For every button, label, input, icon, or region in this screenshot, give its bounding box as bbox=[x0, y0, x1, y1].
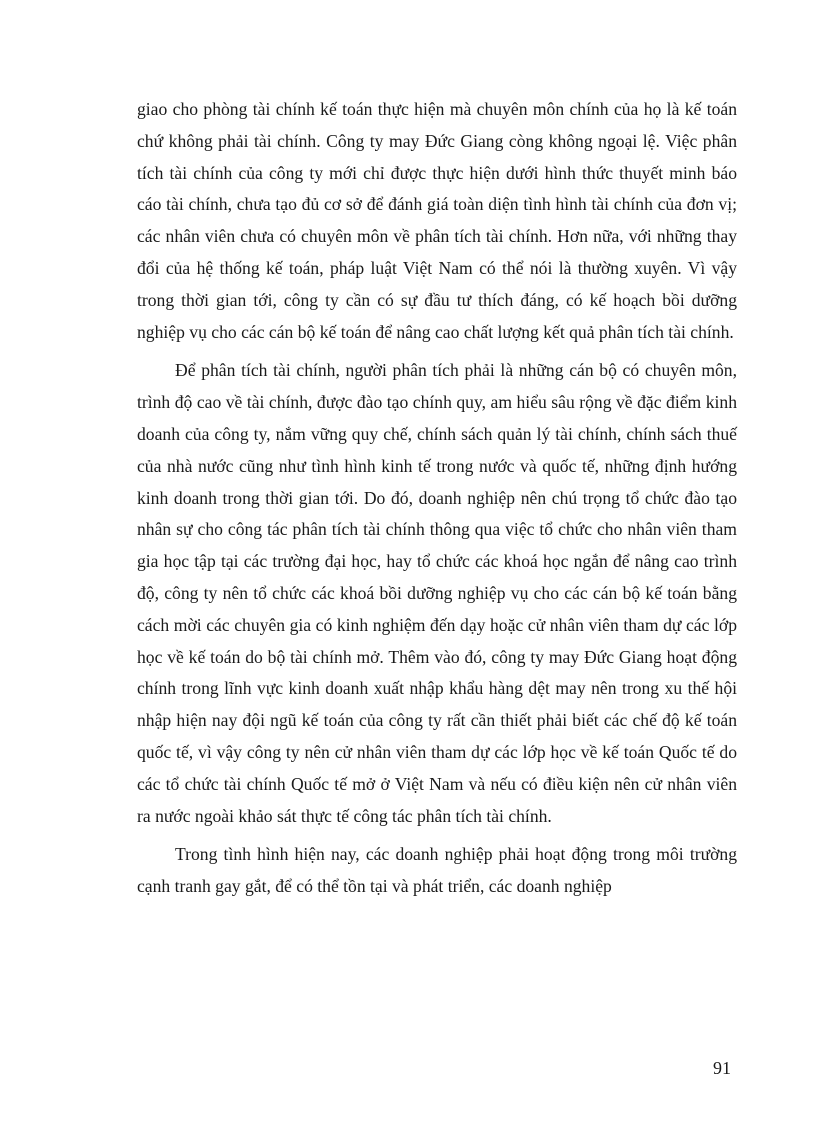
paragraph-1: giao cho phòng tài chính kế toán thực hiện mà chuyên môn chính của họ là kế toán chứ không phải tài chính. Công ty may Đức Giang còng không ngoại lệ. Việc phân tích tài chính của công ty mới chỉ được thực hiện dưới hình thức thuyết minh báo cáo tài chính, chưa tạo đủ cơ sở để đánh giá toàn diện tình hình tài chính của đơn vị; các nhân viên chưa có chuyên môn về phân tích tài chính. Hơn nữa, với những thay đổi của hệ thống kế toán, pháp luật Việt Nam có thể nói là thường xuyên. Vì vậy trong thời gian tới, công ty cần có sự đầu tư thích đáng, có kế hoạch bồi dưỡng nghiệp vụ cho các cán bộ kế toán để nâng cao chất lượng kết quả phân tích tài chính. bbox=[137, 99, 737, 342]
paragraph-3: Trong tình hình hiện nay, các doanh nghiệp phải hoạt động trong môi trường cạnh tranh gay gắt, để có thể tồn tại và phát triển, các doanh nghiệp bbox=[137, 844, 737, 897]
page-number: 91 bbox=[713, 1058, 731, 1078]
paragraph-2: Để phân tích tài chính, người phân tích phải là những cán bộ có chuyên môn, trình độ cao về tài chính, được đào tạo chính quy, am hiểu sâu rộng về đặc điểm kinh doanh của công ty, nắm vững quy chế, chính sách quản lý tài chính, chính sách thuế của nhà nước cũng như tình hình kinh tế trong nước và quốc tế, những định hướng kinh doanh trong thời gian tới. Do đó, doanh nghiệp nên chú trọng tổ chức đào tạo nhân sự cho công tác phân tích tài chính thông qua việc tổ chức cho nhân viên tham gia học tập tại các trường đại học, hay tổ chức các khoá học ngắn để nâng cao trình độ, công ty nên tổ chức các khoá bồi dưỡng nghiệp vụ cho các cán bộ kế toán bằng cách mời các chuyên gia có kinh nghiệm đến dạy hoặc cử nhân viên tham dự các lớp học về kế toán do bộ tài chính mở. Thêm vào đó, công ty may Đức Giang hoạt động chính trong lĩnh vực kinh doanh xuất nhập khẩu hàng dệt may nên trong xu thế hội nhập hiện nay đội ngũ kế toán của công ty rất cần thiết phải biết các chế độ kế toán quốc tế, vì vậy công ty nên cử nhân viên tham dự các lớp học về kế toán Quốc tế do các tổ chức tài chính Quốc tế mở ở Việt Nam và nếu có điều kiện nên cử nhân viên ra nước ngoài khảo sát thực tế công tác phân tích tài chính. bbox=[137, 360, 737, 826]
page-body bbox=[137, 94, 737, 903]
